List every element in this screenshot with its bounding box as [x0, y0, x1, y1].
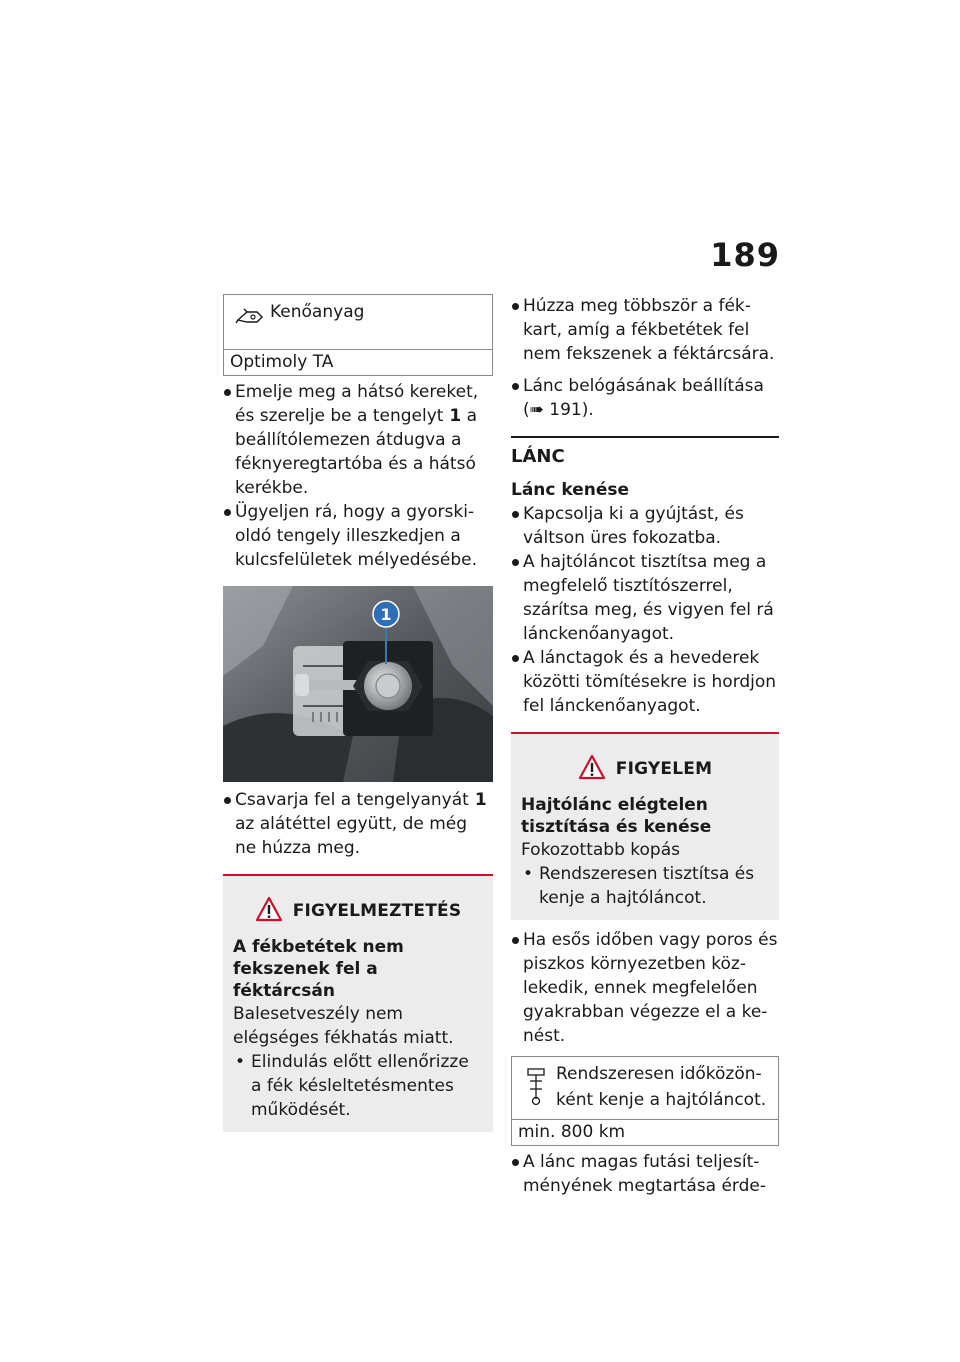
chain-interval-icon [516, 1061, 556, 1107]
list-item: Lánc belógásának beállítása (➠ 191). [511, 374, 779, 422]
reference-number: 1 [474, 790, 487, 810]
notice-title: FIGYELEM [615, 759, 713, 779]
list-item: Húzza meg többször a fékkart, amíg a fékbetétek fel nem fekszenek a féktárcsára. [511, 294, 779, 366]
list-item: A hajtóláncot tisztítsa meg a megfelelő tisztítószerrel, szárítsa meg, és vigyen fel rá lánckenőanyagot. [511, 550, 779, 646]
notice-text: Fokozottabb kopás [521, 840, 680, 860]
left-column [223, 294, 493, 1132]
instruction-list-4 [511, 502, 779, 718]
warning-heading: A fékbetétek nem fekszenek fel a féktárcsán [233, 937, 404, 1001]
list-item: Ügyeljen rá, hogy a gyorskioldó tengely illeszkedjen a kulcsfelületek mélyedésébe. [223, 500, 493, 572]
notice-list [521, 862, 769, 910]
warning-icon [578, 754, 606, 784]
list-item: Emelje meg a hátsó kereket, és szerelje be a tengelyt 1 a beállítólemezen átdugva a féknyeregtartóba és a hátsó kerékbe. [223, 380, 493, 500]
list-item: A lánc magas futási teljesítményének megtartása érde- [511, 1150, 779, 1198]
warning-list [233, 1050, 483, 1122]
list-item: Ha esős időben vagy poros és piszkos környezetben közlekedik, ennek megfelelően gyakrabban végezze el a kenést. [511, 928, 779, 1048]
instruction-list-1 [223, 380, 493, 572]
instruction-list-2 [223, 788, 493, 860]
list-item: • Elindulás előtt ellenőrizze a fék késleltetésmentes működését. [233, 1050, 483, 1122]
right-column [511, 294, 779, 1198]
notice-box [511, 732, 779, 920]
interval-value: min. 800 km [512, 1119, 778, 1145]
list-item: • Rendszeresen tisztítsa és kenje a hajtóláncot. [521, 862, 769, 910]
warning-box [223, 874, 493, 1132]
list-item: Csavarja fel a tengelyanyát 1 az alátéttel együtt, de még ne húzza meg. [223, 788, 493, 860]
warning-icon [255, 896, 283, 926]
photo-callout-label: 1 [380, 605, 392, 624]
axle-photo [223, 586, 493, 782]
list-item: Kapcsolja ki a gyújtást, és váltson üres fokozatba. [511, 502, 779, 550]
lubricant-label: Kenőanyag [270, 302, 365, 322]
section-divider [511, 436, 779, 502]
lubricant-box [223, 294, 493, 376]
warning-title: FIGYELMEZTETÉS [292, 901, 462, 921]
instruction-list-6 [511, 1150, 779, 1198]
subsection-title: Lánc kenése [511, 480, 630, 500]
page-number: 189 [710, 236, 780, 274]
warning-text: Balesetveszély nem elégséges fékhatás miatt. [233, 1004, 454, 1048]
list-item: A lánctagok és a hevederek közötti tömítésekre is hordjon fel lánckenőanyagot. [511, 646, 779, 718]
interval-label: Rendszeresen időközönként kenje a hajtóláncot. [556, 1064, 767, 1110]
instruction-list-5 [511, 928, 779, 1048]
section-title: LÁNC [511, 446, 565, 467]
interval-box [511, 1056, 779, 1146]
notice-heading: Hajtólánc elégtelen tisztítása és kenése [521, 795, 712, 837]
instruction-list-3 [511, 294, 779, 422]
reference-number: 1 [449, 406, 462, 426]
lubricant-value: Optimoly TA [224, 349, 492, 375]
oil-can-icon [230, 299, 270, 325]
